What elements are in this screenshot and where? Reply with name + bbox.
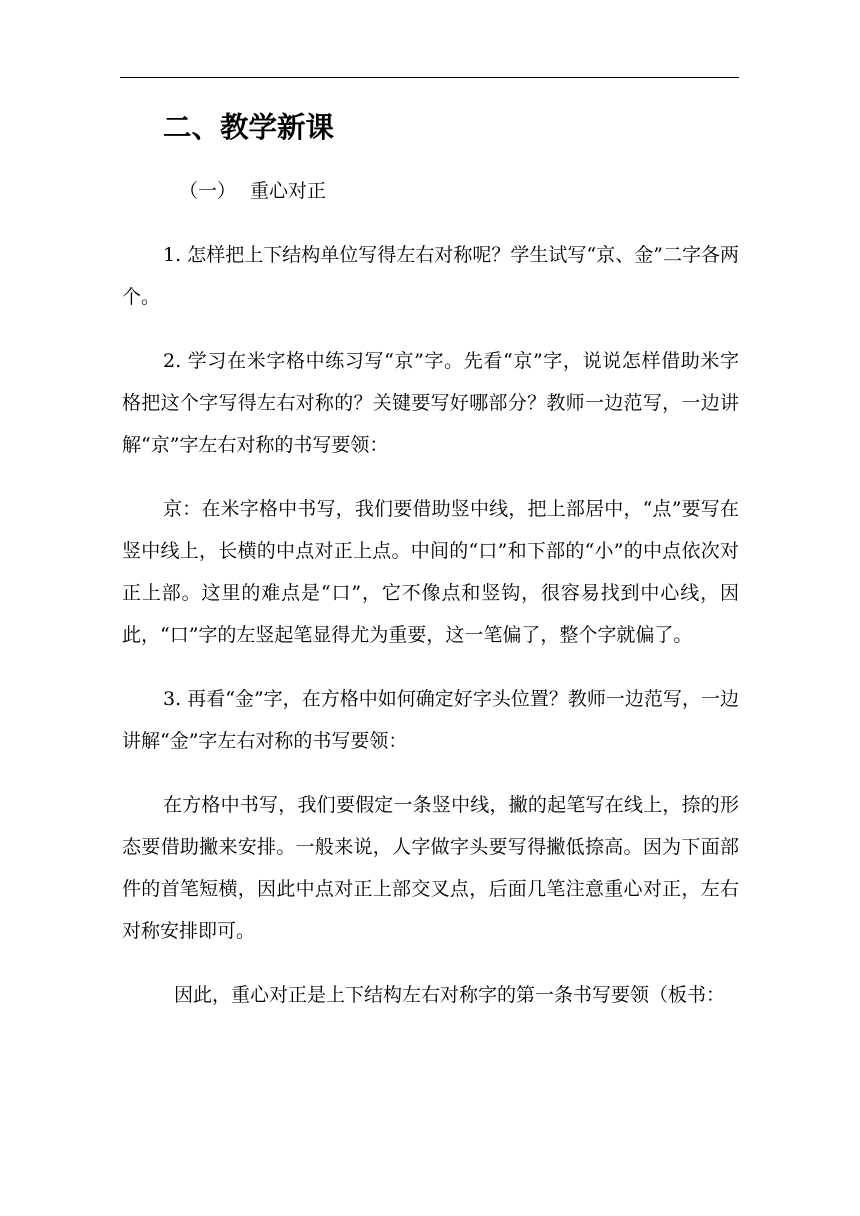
paragraph-6: 因此，重心对正是上下结构左右对称字的第一条书写要领（板书： <box>174 984 726 1006</box>
section-title: 二、教学新课 <box>163 110 335 144</box>
paragraph-5: 在方格中书写，我们要假定一条竖中线，撇的起笔写在线上，捺的形态要借助撇来安排。一般来说，人字做字头要写得撇低捺高。因为下面部件的首笔短横，因此中点对正上部交叉点，后面几笔注意重心对正，左右对称安排即可。 <box>122 794 739 942</box>
paragraph-1: 1. 怎样把上下结构单位写得左右对称呢？学生试写“京、金”二字各两个。 <box>122 244 739 308</box>
subsection-title <box>122 170 739 212</box>
document-body <box>122 106 739 1016</box>
paragraph-4: 3. 再看“金”字，在方格中如何确定好字头位置？教师一边范写，一边讲解“金”字左右对称的书写要领： <box>122 688 739 752</box>
subsection-label: 重心对正 <box>250 180 327 202</box>
subsection-number: （一） <box>179 180 237 202</box>
header-rule <box>120 77 739 78</box>
paragraph-2: 2. 学习在米字格中练习写“京”字。先看“京”字，说说怎样借助米字格把这个字写得左右对称的？关键要写好哪部分？教师一边范写，一边讲解“京”字左右对称的书写要领： <box>122 350 739 456</box>
paragraph-3: 京：在米字格中书写，我们要借助竖中线，把上部居中，“点”要写在竖中线上，长横的中点对正上点。中间的“口”和下部的“小”的中点依次对正上部。这里的难点是“口”，它不像点和竖钩，很容易找到中心线，因此，“口”字的左竖起笔显得尤为重要，这一笔偏了，整个字就偏了。 <box>122 498 739 646</box>
